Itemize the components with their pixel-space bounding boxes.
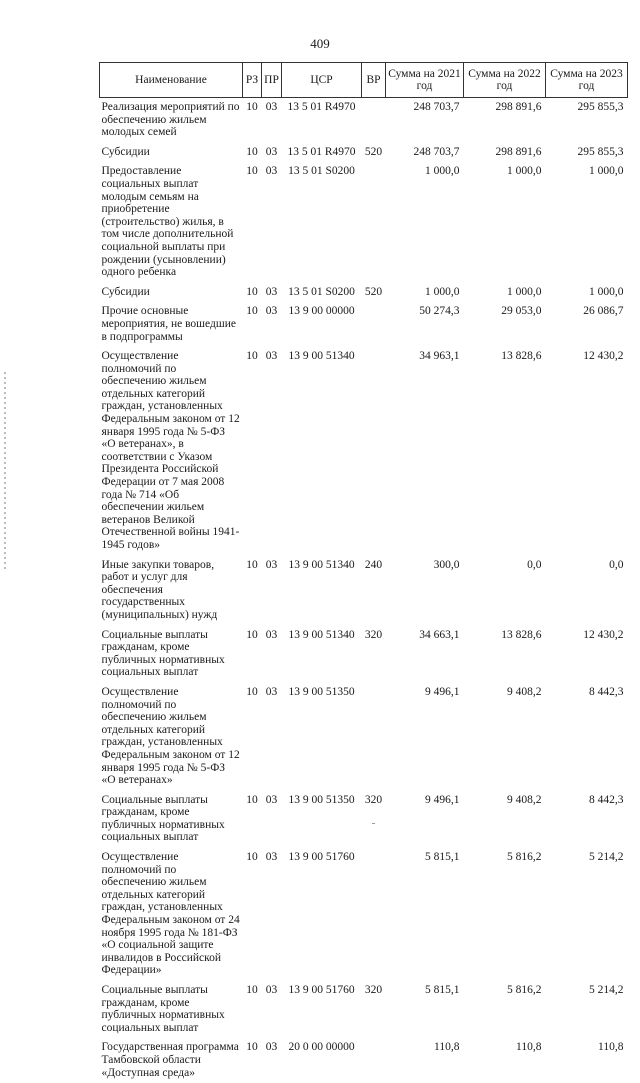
- cell-sum-2023: 26 086,7: [546, 302, 628, 347]
- cell-rz: 10: [243, 791, 262, 848]
- table-row: [100, 791, 628, 848]
- cell-sum-2023: 8 442,3: [546, 791, 628, 848]
- header-vr: ВР: [362, 63, 386, 98]
- header-sum-2022: Сумма на 2022 год: [464, 63, 546, 98]
- cell-name: Предоставление социальных выплат молодым семьям на приобретение (строительство) жилья, в том числе дополнительной социальной выплаты при рождении (усыновлении) одного ребенка: [100, 162, 243, 282]
- cell-sum-2022: 298 891,6: [464, 98, 546, 143]
- cell-sum-2021: 5 815,1: [386, 981, 464, 1038]
- cell-sum-2021: 248 703,7: [386, 143, 464, 163]
- cell-pr: 03: [262, 143, 282, 163]
- cell-sum-2022: 5 816,2: [464, 981, 546, 1038]
- table-row: [100, 347, 628, 556]
- cell-sum-2021: 248 703,7: [386, 98, 464, 143]
- header-rz: РЗ: [243, 63, 262, 98]
- cell-sum-2022: 0,0: [464, 556, 546, 626]
- cell-pr: 03: [262, 347, 282, 556]
- cell-csr: 13 5 01 R4970: [282, 98, 362, 143]
- budget-table-container: [99, 62, 627, 1083]
- cell-sum-2023: 1 000,0: [546, 283, 628, 303]
- cell-rz: 10: [243, 1038, 262, 1083]
- cell-sum-2022: 9 408,2: [464, 791, 546, 848]
- cell-csr: 13 9 00 51760: [282, 848, 362, 981]
- cell-sum-2022: 5 816,2: [464, 848, 546, 981]
- cell-sum-2023: 295 855,3: [546, 98, 628, 143]
- cell-pr: 03: [262, 791, 282, 848]
- cell-vr: 520: [362, 143, 386, 163]
- cell-sum-2021: 300,0: [386, 556, 464, 626]
- cell-rz: 10: [243, 98, 262, 143]
- cell-sum-2022: 1 000,0: [464, 283, 546, 303]
- cell-sum-2023: 1 000,0: [546, 162, 628, 282]
- table-body: [100, 98, 628, 1083]
- cell-sum-2022: 13 828,6: [464, 347, 546, 556]
- scan-edge-mark: [4, 372, 6, 572]
- table-row: [100, 98, 628, 143]
- cell-vr: 320: [362, 981, 386, 1038]
- cell-vr: 320: [362, 791, 386, 848]
- table-row: [100, 626, 628, 683]
- cell-vr: [362, 302, 386, 347]
- table-header: [100, 63, 628, 98]
- cell-csr: 20 0 00 00000: [282, 1038, 362, 1083]
- cell-sum-2021: 50 274,3: [386, 302, 464, 347]
- cell-sum-2023: 12 430,2: [546, 626, 628, 683]
- cell-rz: 10: [243, 626, 262, 683]
- cell-sum-2021: 9 496,1: [386, 791, 464, 848]
- cell-rz: 10: [243, 683, 262, 791]
- cell-csr: 13 9 00 51760: [282, 981, 362, 1038]
- budget-table: [99, 62, 628, 1083]
- table-row: [100, 302, 628, 347]
- cell-name: Реализация мероприятий по обеспечению жильем молодых семей: [100, 98, 243, 143]
- table-row: [100, 981, 628, 1038]
- table-row: [100, 683, 628, 791]
- cell-pr: 03: [262, 98, 282, 143]
- cell-vr: 520: [362, 283, 386, 303]
- cell-csr: 13 9 00 51340: [282, 556, 362, 626]
- cell-name: Социальные выплаты гражданам, кроме публичных нормативных социальных выплат: [100, 981, 243, 1038]
- table-row: [100, 1038, 628, 1083]
- cell-name: Осуществление полномочий по обеспечению жильем отдельных категорий граждан, установленных Федеральным законом от 12 января 1995 года № 5-ФЗ «О ветеранах», в соответствии с Указом Президента Российской Федерации от 7 мая 2008 года № 714 «Об обеспечении жильем ветеранов Великой Отечественной войны 1941-1945 годов»: [100, 347, 243, 556]
- cell-rz: 10: [243, 162, 262, 282]
- header-sum-2021: Сумма на 2021 год: [386, 63, 464, 98]
- cell-csr: 13 9 00 51350: [282, 683, 362, 791]
- cell-vr: [362, 848, 386, 981]
- cell-csr: 13 9 00 51340: [282, 347, 362, 556]
- cell-name: Осуществление полномочий по обеспечению жильем отдельных категорий граждан, установленных Федеральным законом от 24 ноября 1995 года № 181-ФЗ «О социальной защите инвалидов в Российской Федерации»: [100, 848, 243, 981]
- cell-sum-2021: 9 496,1: [386, 683, 464, 791]
- cell-vr: [362, 98, 386, 143]
- header-name: Наименование: [100, 63, 243, 98]
- cell-sum-2022: 29 053,0: [464, 302, 546, 347]
- cell-sum-2023: 0,0: [546, 556, 628, 626]
- cell-name: Субсидии: [100, 143, 243, 163]
- cell-rz: 10: [243, 283, 262, 303]
- cell-sum-2023: 5 214,2: [546, 981, 628, 1038]
- cell-rz: 10: [243, 143, 262, 163]
- cell-sum-2021: 34 963,1: [386, 347, 464, 556]
- cell-rz: 10: [243, 347, 262, 556]
- cell-rz: 10: [243, 848, 262, 981]
- cell-name: Иные закупки товаров, работ и услуг для обеспечения государственных (муниципальных) нужд: [100, 556, 243, 626]
- cell-sum-2022: 13 828,6: [464, 626, 546, 683]
- header-sum-2023: Сумма на 2023 год: [546, 63, 628, 98]
- cell-sum-2021: 110,8: [386, 1038, 464, 1083]
- table-row: [100, 848, 628, 981]
- header-csr: ЦСР: [282, 63, 362, 98]
- cell-pr: 03: [262, 302, 282, 347]
- cell-sum-2022: 110,8: [464, 1038, 546, 1083]
- scan-speck: [372, 823, 375, 824]
- cell-sum-2021: 34 663,1: [386, 626, 464, 683]
- cell-rz: 10: [243, 981, 262, 1038]
- cell-name: Социальные выплаты гражданам, кроме публичных нормативных социальных выплат: [100, 791, 243, 848]
- cell-csr: 13 9 00 51350: [282, 791, 362, 848]
- cell-pr: 03: [262, 683, 282, 791]
- cell-csr: 13 5 01 S0200: [282, 162, 362, 282]
- cell-sum-2023: 110,8: [546, 1038, 628, 1083]
- cell-vr: [362, 347, 386, 556]
- cell-sum-2023: 12 430,2: [546, 347, 628, 556]
- cell-sum-2022: 298 891,6: [464, 143, 546, 163]
- cell-sum-2022: 1 000,0: [464, 162, 546, 282]
- cell-sum-2023: 5 214,2: [546, 848, 628, 981]
- cell-vr: [362, 1038, 386, 1083]
- cell-name: Социальные выплаты гражданам, кроме публичных нормативных социальных выплат: [100, 626, 243, 683]
- cell-vr: [362, 683, 386, 791]
- cell-pr: 03: [262, 162, 282, 282]
- cell-sum-2022: 9 408,2: [464, 683, 546, 791]
- table-row: [100, 556, 628, 626]
- cell-pr: 03: [262, 626, 282, 683]
- cell-sum-2023: 295 855,3: [546, 143, 628, 163]
- cell-rz: 10: [243, 556, 262, 626]
- header-pr: ПР: [262, 63, 282, 98]
- cell-vr: 320: [362, 626, 386, 683]
- cell-pr: 03: [262, 556, 282, 626]
- cell-pr: 03: [262, 1038, 282, 1083]
- cell-vr: 240: [362, 556, 386, 626]
- page-number: 409: [0, 36, 640, 52]
- cell-vr: [362, 162, 386, 282]
- table-row: [100, 162, 628, 282]
- cell-sum-2021: 5 815,1: [386, 848, 464, 981]
- cell-pr: 03: [262, 848, 282, 981]
- cell-name: Осуществление полномочий по обеспечению жильем отдельных категорий граждан, установленных Федеральным законом от 12 января 1995 года № 5-ФЗ «О ветеранах»: [100, 683, 243, 791]
- cell-name: Государственная программа Тамбовской области «Доступная среда»: [100, 1038, 243, 1083]
- cell-name: Прочие основные мероприятия, не вошедшие в подпрограммы: [100, 302, 243, 347]
- cell-sum-2021: 1 000,0: [386, 162, 464, 282]
- cell-pr: 03: [262, 981, 282, 1038]
- cell-sum-2023: 8 442,3: [546, 683, 628, 791]
- table-row: [100, 143, 628, 163]
- cell-sum-2021: 1 000,0: [386, 283, 464, 303]
- cell-name: Субсидии: [100, 283, 243, 303]
- cell-csr: 13 5 01 S0200: [282, 283, 362, 303]
- cell-csr: 13 9 00 51340: [282, 626, 362, 683]
- cell-pr: 03: [262, 283, 282, 303]
- cell-csr: 13 9 00 00000: [282, 302, 362, 347]
- cell-csr: 13 5 01 R4970: [282, 143, 362, 163]
- cell-rz: 10: [243, 302, 262, 347]
- table-row: [100, 283, 628, 303]
